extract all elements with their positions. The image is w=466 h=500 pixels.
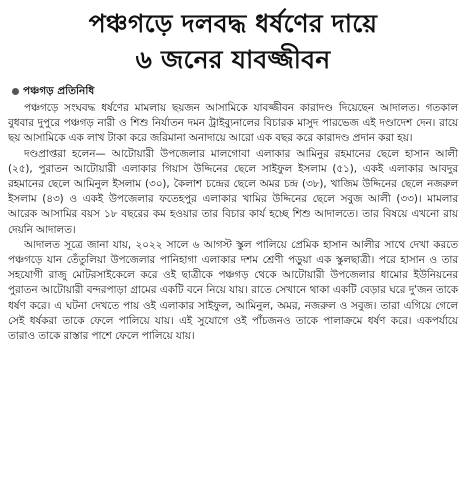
bullet-icon [12,88,19,95]
paragraph-1: পঞ্চগড়ে সংঘবদ্ধ ধর্ষণের মামলায় ছয়জন আসামিকে যাবজ্জীবন কারাদণ্ড দিয়েছেন আদালত। গতকাল বুধবার দুপুরে পঞ্চগড় নারী ও শিশু নির্যাতন দমন ট্রাইব্যুনালের বিচারক মাসুদ পারভেজ এই দণ্ডাদেশ দেন। রায়ে ছয় আসামিকে এক লাখ টাকা করে জরিমানা অনাদায়ে আরো এক বছর করে কারাদণ্ড প্রদান করা হয়। [8,102,458,145]
paragraph-3: আদালত সূত্রে জানা যায়, ২০২২ সালে ৬ আগস্ট স্কুল পালিয়ে প্রেমিক হাসান আলীর সাথে দেখা করতে পঞ্চগড়ে যান তেঁতুলিয়া উপজেলার পানিহাগা এলাকার দশম শ্রেণী পড়ুয়া এক স্কুলছাত্রী। পরে হাসান ও তার সহযোগী রাজু মোটরসাইকেলে করে ওই ছাত্রীকে পঞ্চগড় থেকে আটোয়ারী উপজেলার ধামোর ইউনিয়নের পুরাতন আটোয়ারী বন্দরপাড়া গ্রামের একটি বনে নিয়ে যায়। রাতে সেখানে থাকা একটি বেড়ার ঘরে দু'জন তাকে ধর্ষণ করে। এ ঘটনা দেখতে পায় ওই এলাকার সাইফুল, আমিনুল, অমর, নজরুল ও সবুজ। তারা এগিয়ে গেলে সেই ধর্ষকরা তাকে ফেলে পালিয়ে যায়। এই সুযোগে ওই পাঁচজনও তাকে পালাক্রমে ধর্ষণ করে। একপর্যায়ে তারাও তাকে রাস্তার পাশে ফেলে পালিয়ে যায়। [8,238,458,343]
article-body [8,101,458,344]
byline-text: পঞ্চগড় প্রতিনিধি [23,85,95,97]
byline [12,84,458,99]
paragraph-2: দণ্ডপ্রাপ্তরা হলেন— আটোয়ারী উপজেলার মালগোবা এলাকার আমিনুর রহমানের ছেলে হাসান আলী (২৫), পুরাতন আটোয়ারী এলাকার গিয়াস উদ্দিনের ছেলে সাইফুল ইসলাম (৫১), একই এলাকার আবদুর রহমানের ছেলে আমিনুল ইসলাম (৩০), কৈলাশ চন্দ্রের ছেলে অমর চন্দ্র (৩৮), খাজিম উদ্দিনের ছেলে নজরুল ইসলাম (৪৩) ও একই উপজেলার ফতেহপুর এলাকার খামির উদ্দিনের ছেলে সবুজ আলী (৩৩)। মামলার আরেক আসামির বয়স ১৮ বছরের কম হওয়ার তার বিচার কার্য হচ্ছে শিশু আদালতে। তার বিষয়ে এখনো রায় দেয়নি আদালত। [8,147,458,236]
headline [8,6,458,78]
headline-line-2: ৬ জনের যাবজ্জীবন [135,45,331,74]
headline-line-1: পঞ্চগড়ে দলবদ্ধ ধর্ষণের দায়ে [88,9,378,38]
